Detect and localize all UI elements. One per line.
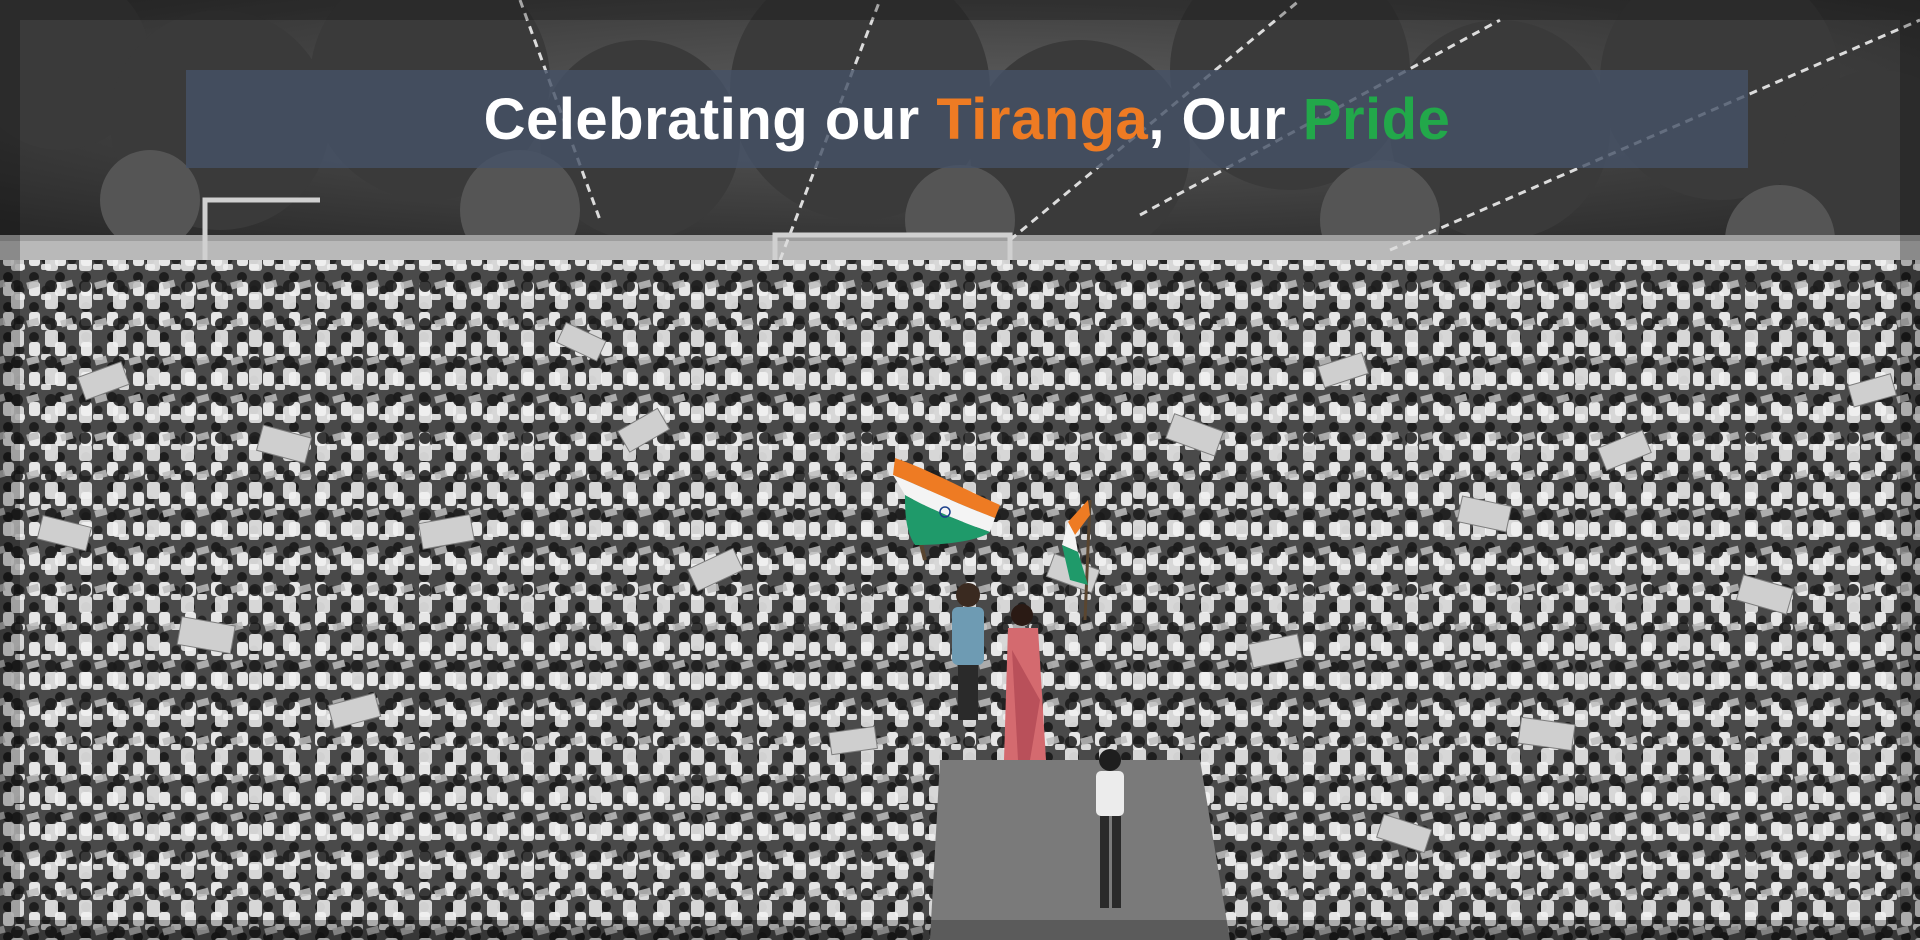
banner-highlight-tiranga: Tiranga [936, 86, 1149, 152]
banner-title-part2: , Our [1148, 86, 1303, 152]
banner-highlight-pride: Pride [1302, 86, 1451, 152]
banner-title [484, 86, 1451, 153]
banner-title-part1: Celebrating our [483, 86, 937, 152]
title-banner [186, 70, 1748, 168]
